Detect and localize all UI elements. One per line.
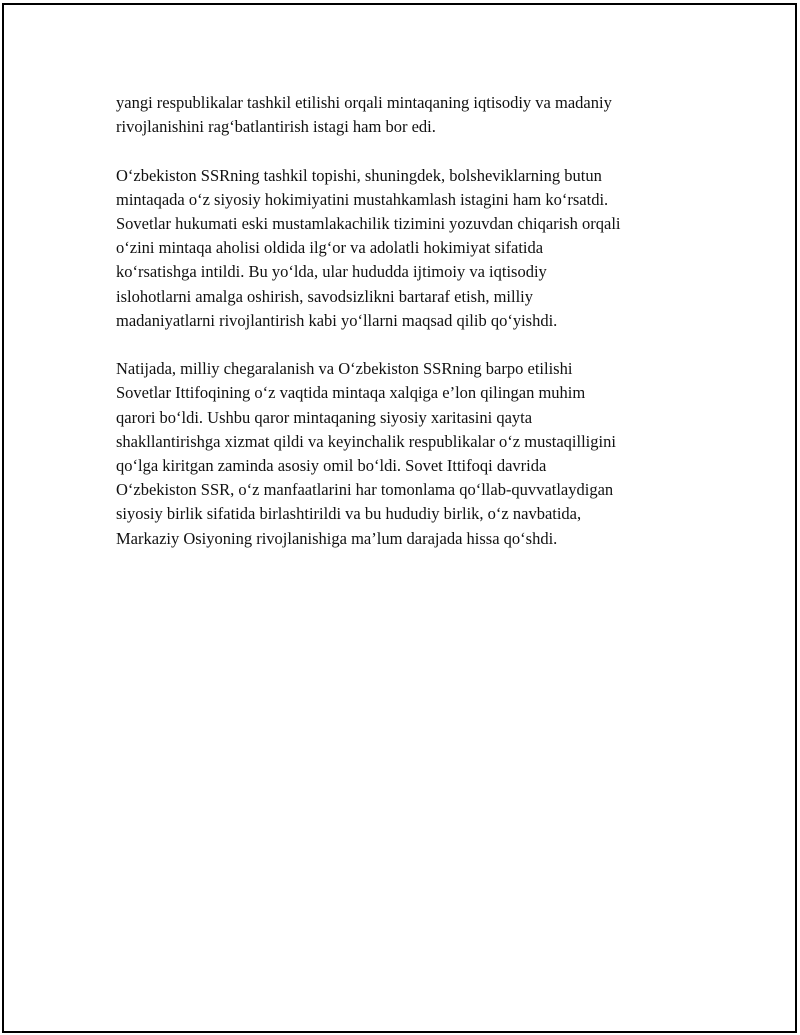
- text-line: Markaziy Osiyoning rivojlanishiga ma’lum darajada hissa qo‘shdi.: [116, 528, 558, 548]
- text-line: siyosiy birlik sifatida birlashtirildi va bu hududiy birlik, o‘z navbatida,: [116, 504, 582, 524]
- paragraph-2: [116, 164, 696, 333]
- text-line: o‘zini mintaqa aholisi oldida ilg‘or va adolatli hokimiyat sifatida: [116, 238, 544, 258]
- text-line: shakllantirishga xizmat qildi va keyinchalik respublikalar o‘z mustaqilligini: [116, 431, 616, 451]
- text-line: islohotlarni amalga oshirish, savodsizlikni bartaraf etish, milliy: [116, 286, 534, 306]
- text-line: madaniyatlarni rivojlantirish kabi yo‘llarni maqsad qilib qo‘yishdi.: [116, 310, 558, 330]
- text-line: qarori bo‘ldi. Ushbu qaror mintaqaning siyosiy xaritasini qayta: [116, 407, 533, 427]
- text-line: ko‘rsatishga intildi. Bu yo‘lda, ular hududda ijtimoiy va iqtisodiy: [116, 262, 547, 282]
- text-line: O‘zbekiston SSR, o‘z manfaatlarini har tomonlama qo‘llab-quvvatlaydigan: [116, 480, 614, 500]
- text-line: Sovetlar hukumati eski mustamlakachilik tizimini yozuvdan chiqarish orqali: [116, 214, 621, 233]
- text-line: Sovetlar Ittifoqining o‘z vaqtida mintaqa xalqiga e’lon qilingan muhim: [116, 383, 586, 403]
- text-line: qo‘lga kiritgan zaminda asosiy omil bo‘ldi. Sovet Ittifoqi davrida: [116, 456, 547, 476]
- text-line: O‘zbekiston SSRning tashkil topishi, shuningdek, bolsheviklarning butun: [116, 165, 602, 185]
- text-line: Natijada, milliy chegaralanish va O‘zbekiston SSRning barpo etilishi: [116, 359, 573, 379]
- text-line: yangi respublikalar tashkil etilishi orqali mintaqaning iqtisodiy va madaniy: [116, 93, 612, 112]
- paragraph-1: [116, 91, 696, 139]
- paragraph-3: [116, 357, 696, 551]
- document-body: [116, 91, 696, 575]
- text-line: mintaqada o‘z siyosiy hokimiyatini mustahkamlash istagini ham ko‘rsatdi.: [116, 189, 609, 209]
- text-line: rivojlanishini rag‘batlantirish istagi ham bor edi.: [116, 117, 436, 137]
